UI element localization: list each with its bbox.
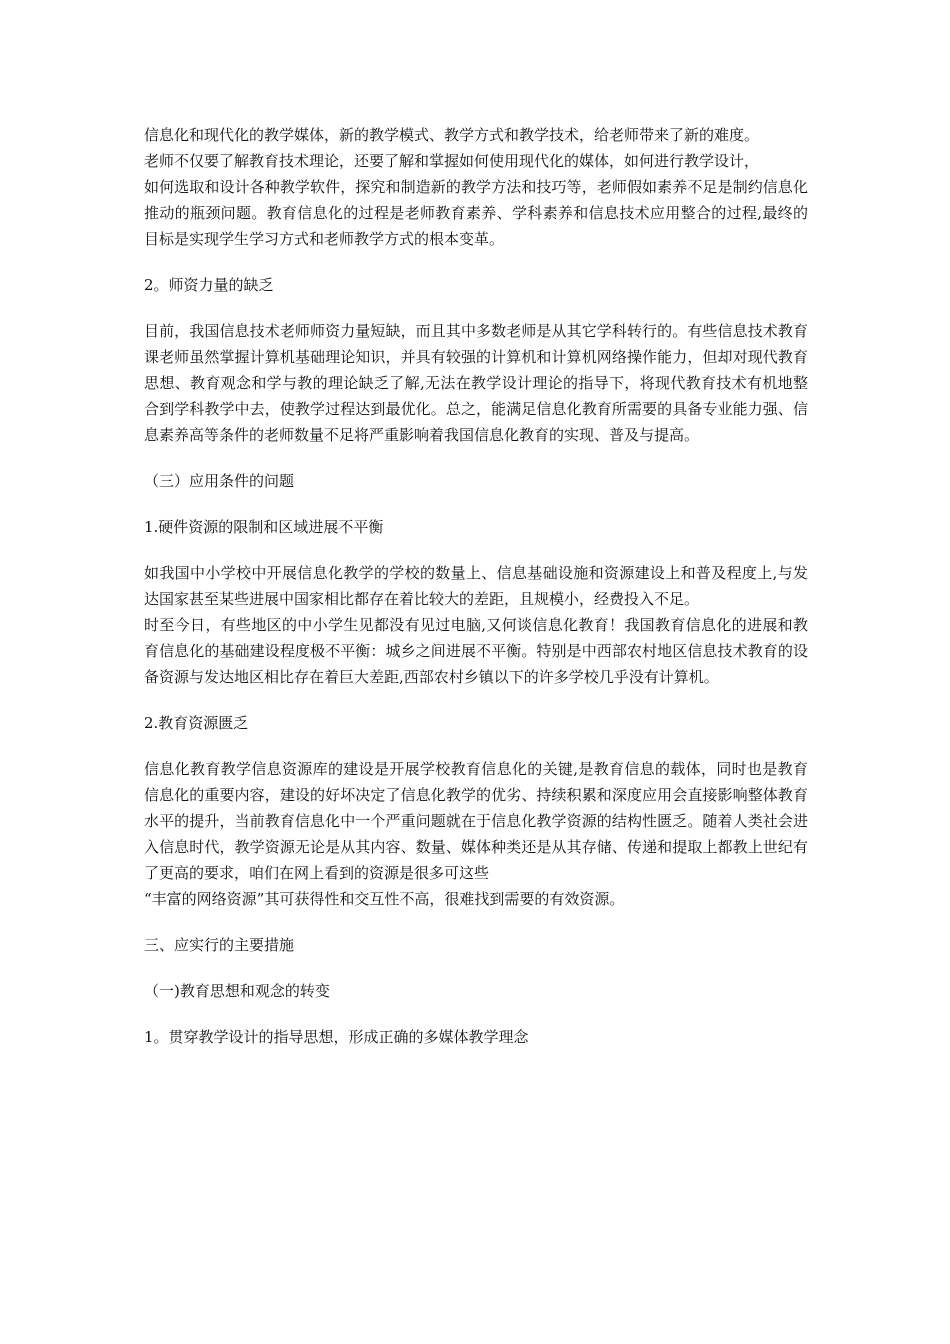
paragraph: “丰富的网络资源”其可获得性和交互性不高，很难找到需要的有效资源。: [144, 890, 625, 908]
section-heading: 三、应实行的主要措施: [144, 936, 295, 954]
spacer: [144, 736, 808, 756]
paragraph: 时至今日，有些地区的中小学生见都没有见过电脑,又何谈信息化教育！我国教育信息化的进展和教育信息化的基础建设程度极不平衡：城乡之间进展不平衡。特别是中西部农村地区信息技术教育的设备资源与发达地区相比存在着巨大差距,西部农村乡镇以下的许多学校几乎没有计算机。: [144, 616, 808, 686]
section-heading: 1.硬件资源的限制和区域进展不平衡: [144, 518, 384, 536]
spacer: [144, 912, 808, 932]
paragraph: 如何选取和设计各种教学软件，探究和制造新的教学方法和技巧等，老师假如素养不足是制约信息化推动的瓶颈问题。教育信息化的过程是老师教育素养、学科素养和信息技术应用整合的过程,最终的目标是实现学生学习方式和老师教学方式的根本变革。: [144, 178, 808, 248]
paragraph: 目前，我国信息技术老师师资力量短缺，而且其中多数老师是从其它学科转行的。有些信息技术教育课老师虽然掌握计算机基础理论知识，并具有较强的计算机和计算机网络操作能力，但却对现代教育思想、教育观念和学与教的理论缺乏了解,无法在教学设计理论的指导下，将现代教育技术有机地整合到学科教学中去，使教学过程达到最优化。总之，能满足信息化教育所需要的具备专业能力强、信息素养高等条件的老师数量不足将严重影响着我国信息化教育的实现、普及与提高。: [144, 322, 808, 444]
spacer: [144, 690, 808, 710]
section-heading: 2。师资力量的缺乏: [144, 276, 274, 294]
paragraph: 如我国中小学校中开展信息化教学的学校的数量上、信息基础设施和资源建设上和普及程度上,与发达国家甚至某些进展中国家相比都存在着比较大的差距，且规模小，经费投入不足。: [144, 564, 808, 608]
section-heading: （三）应用条件的问题: [144, 472, 295, 490]
paragraph: 信息化教育教学信息资源库的建设是开展学校教育信息化的关键,是教育信息的载体，同时也是教育信息化的重要内容，建设的好坏决定了信息化教学的优劣、持续积累和深度应用会直接影响整体教育水平的提升，当前教育信息化中一个严重问题就在于信息化教学资源的结构性匮乏。随着人类社会进入信息时代，教学资源无论是从其内容、数量、媒体种类还是从其存储、传递和提取上都教上世纪有了更高的要求，咱们在网上看到的资源是很多可这些: [144, 760, 808, 882]
document-page: [144, 122, 808, 1050]
paragraph: 老师不仅要了解教育技术理论，还要了解和掌握如何使用现代化的媒体，如何进行教学设计，: [144, 152, 760, 170]
paragraph: 信息化和现代化的教学媒体，新的教学模式、教学方式和教学技术，给老师带来了新的难度。: [144, 126, 760, 144]
section-heading: （一)教育思想和观念的转变: [144, 982, 330, 1000]
section-heading: 1。贯穿教学设计的指导思想，形成正确的多媒体教学理念: [144, 1028, 529, 1046]
section-heading: 2.教育资源匮乏: [144, 714, 249, 732]
spacer: [144, 540, 808, 560]
spacer: [144, 298, 808, 318]
spacer: [144, 958, 808, 978]
spacer: [144, 494, 808, 514]
spacer: [144, 252, 808, 272]
spacer: [144, 1004, 808, 1024]
spacer: [144, 448, 808, 468]
